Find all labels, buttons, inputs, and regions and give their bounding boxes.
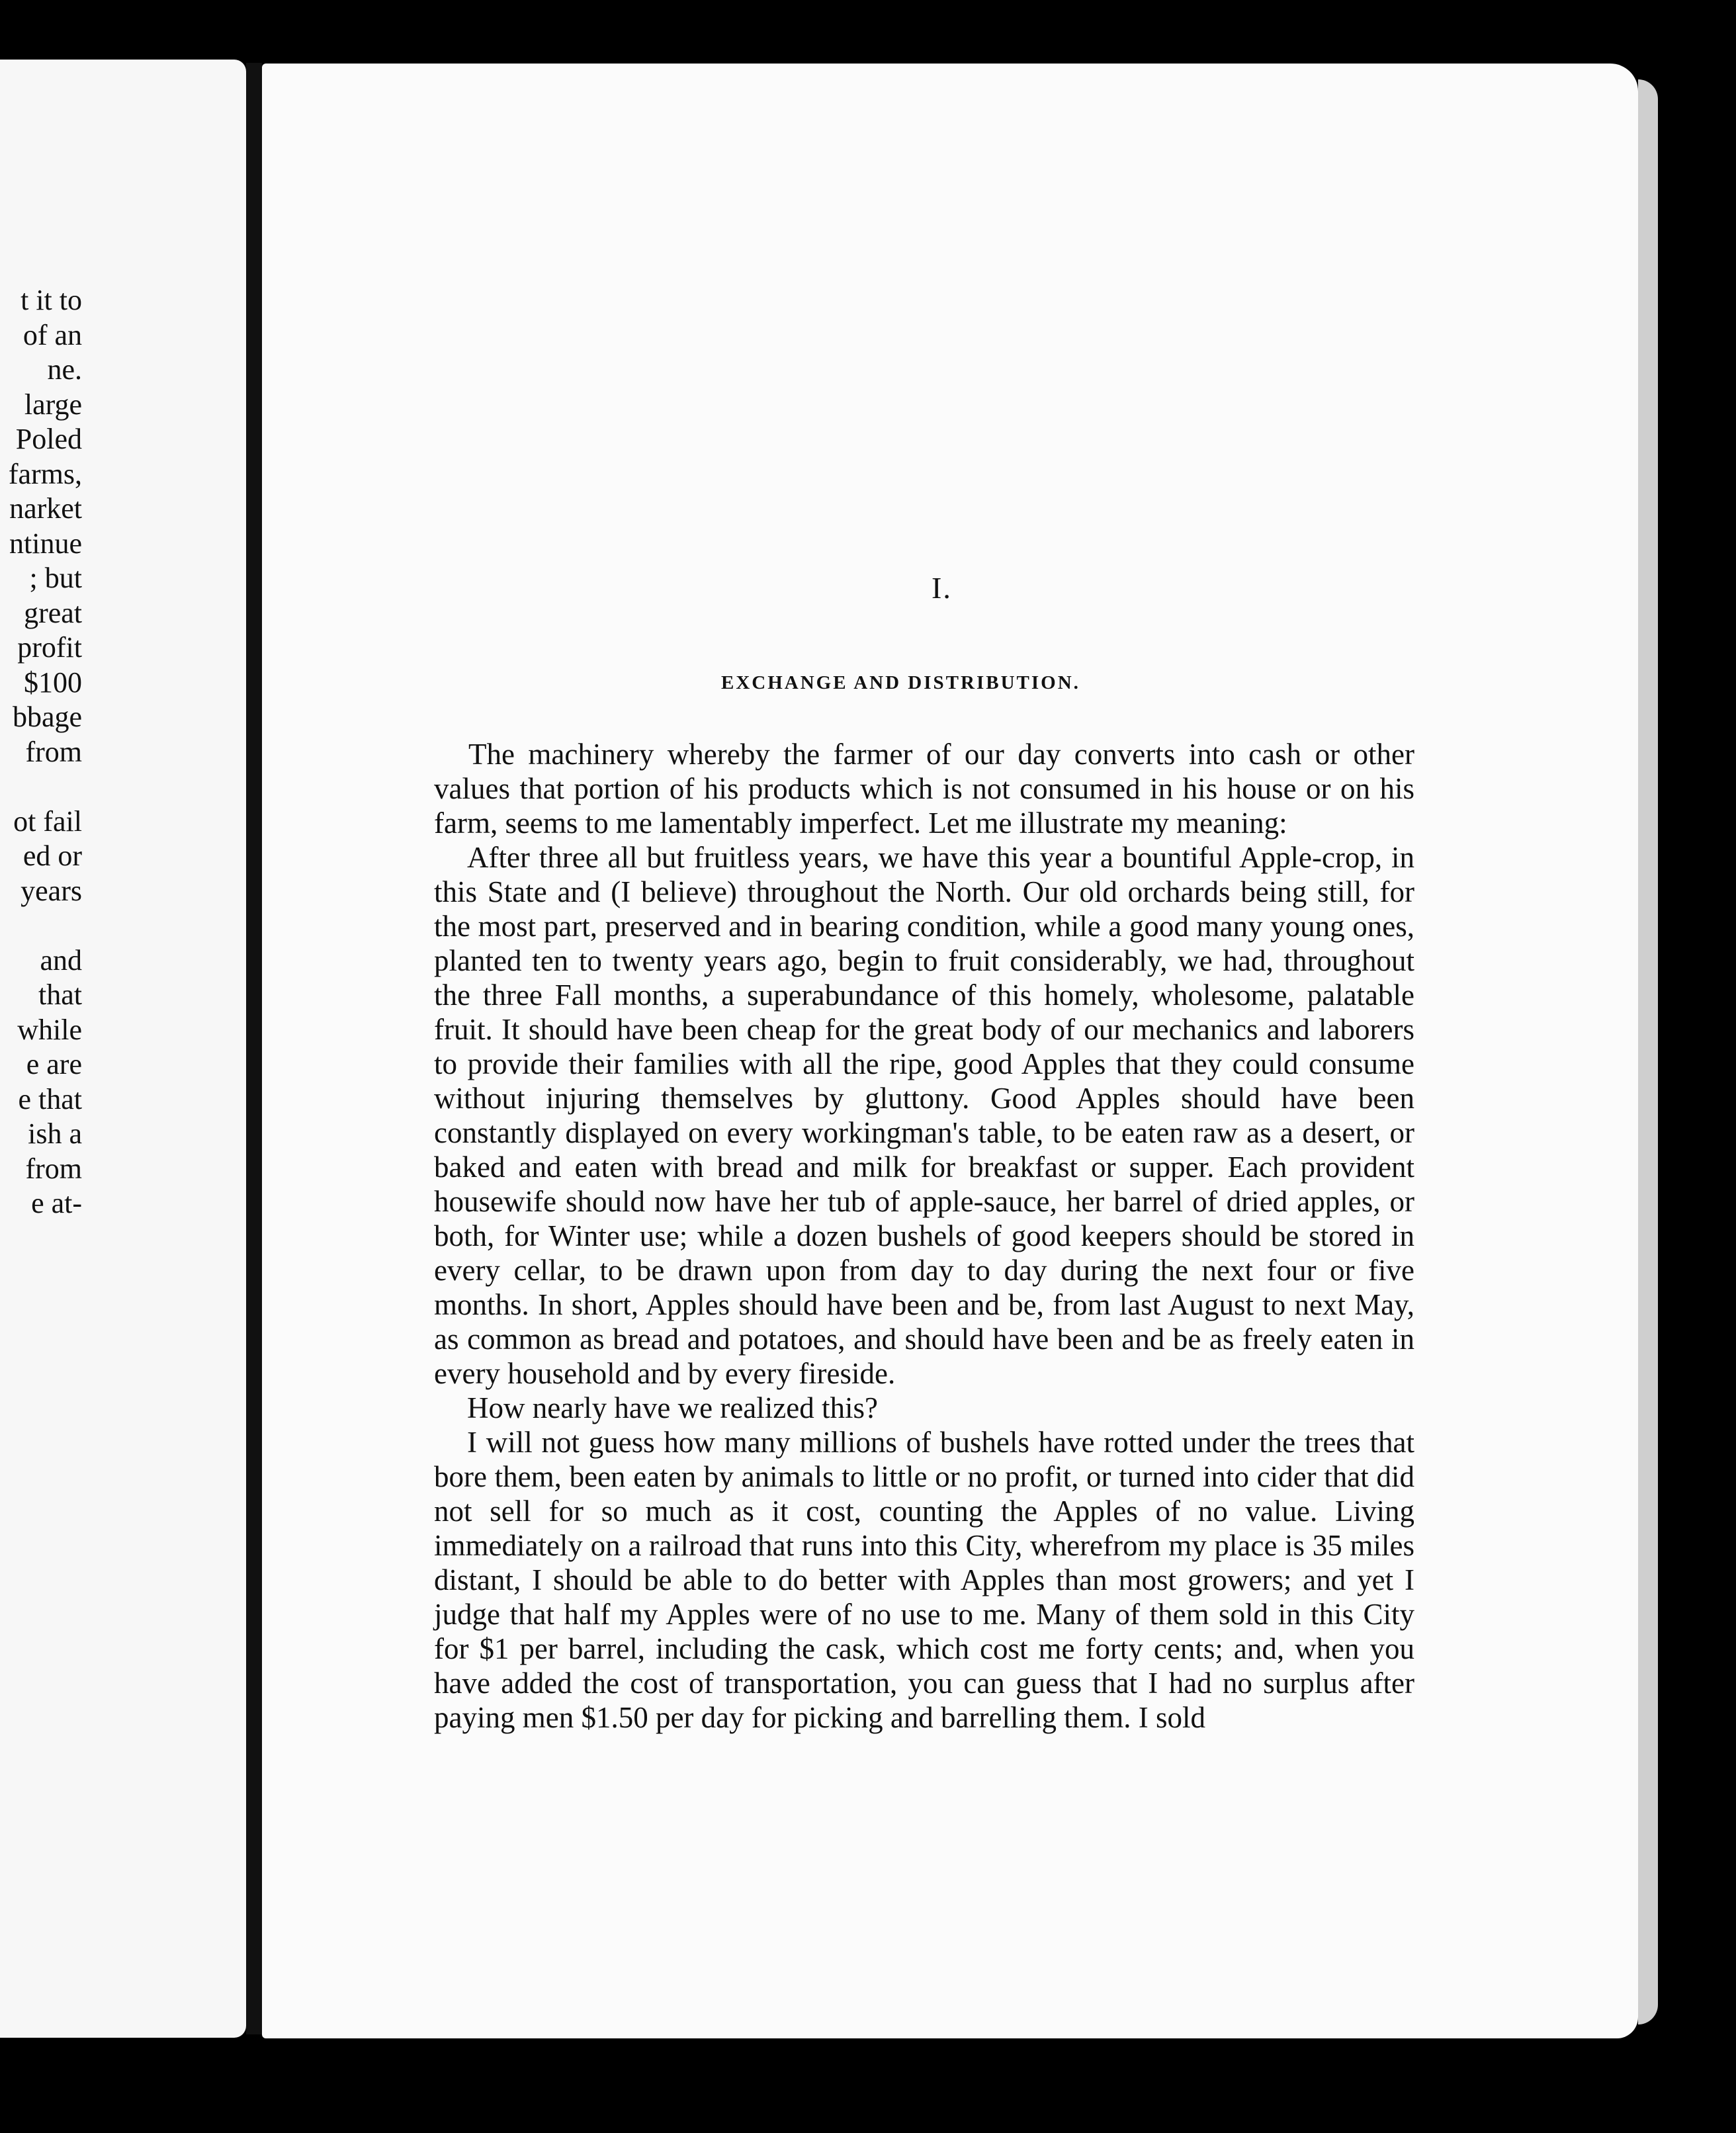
left-page-line: Poled — [15, 423, 82, 455]
paragraph: How nearly have we realized this? — [467, 1391, 878, 1424]
left-page-line: e that — [18, 1082, 82, 1115]
paragraph: The machinery whereby the farmer of our day converts into cash or other values that portion of his products which is not consumed in his house or on his farm, seems to me lamentably imperfect. Let me illustrate my meaning: — [434, 738, 1414, 840]
left-page-line: profit — [17, 631, 82, 664]
left-page-line: from — [25, 735, 82, 768]
page-edge — [1638, 79, 1658, 2024]
left-page-line: ; but — [29, 562, 82, 594]
paragraph: I will not guess how many millions of bushels have rotted under the trees that bore them, been eaten by animals to little or no profit, or turned into cider that did not sell for so much as it cost, counting the Apples of no value. Living immediately on a railroad that runs into this City, wherefrom my place is 35 miles distant, I should be able to do better with Apples than most growers; and yet I judge that half my Apples were of no use to me. Many of them sold in this City for $1 per barrel, including the cask, which cost me forty cents; and, when you have added the cost of transportation, you can guess that I had no surplus after paying men $1.50 per day for picking and barrelling them. I sold — [434, 1426, 1414, 1734]
left-page-line: ntinue — [9, 527, 82, 560]
left-page-line: from — [25, 1152, 82, 1185]
left-page-line: farms, — [8, 457, 82, 490]
left-page-line: while — [17, 1013, 82, 1046]
left-page-line: narket — [9, 492, 82, 525]
left-page-line: $100 — [24, 666, 82, 699]
paragraph: After three all but fruitless years, we have this year a bountiful Apple-crop, in this State and (I believe) throughout the North. Our old orchards being still, for the most part, preserved and in bearing condition, while a good many young ones, planted ten to twenty years ago, begin to fruit considerably, we had, throughout the three Fall months, a superabundance of this homely, wholesome, palatable fruit. It should have been cheap for the great body of our mechanics and laborers to provide their families with all the ripe, good Apples that they could consume without injuring themselves by gluttony. Good Apples should have been constantly displayed on every workingman's table, to be eaten raw as a desert, or baked and eaten with bread and milk for breakfast or supper. Each provident housewife should now have her tub of apple-sauce, her barrel of dried apples, or both, for Winter use; while a dozen bushels of good keepers should be stored in every cellar, to be drawn upon from day to day during the next four or five months. In short, Apples should have been and be, from last August to next May, as common as bread and potatoes, and should have been and be as freely eaten in every household and by every fireside. — [434, 841, 1414, 1390]
body-text — [434, 737, 1414, 1735]
left-page-line: that — [38, 979, 82, 1011]
left-page-line: large — [24, 388, 82, 421]
left-page — [0, 60, 246, 2038]
left-page-line: ish a — [28, 1117, 82, 1150]
left-page-line: ed or — [22, 840, 82, 872]
left-page-line: great — [24, 596, 82, 629]
section-numeral: I. — [932, 571, 952, 605]
left-page-line: t it to — [21, 284, 82, 316]
left-page-line: of an — [22, 318, 82, 351]
left-page-line: and — [40, 943, 82, 977]
left-page-line: e are — [26, 1048, 82, 1080]
book-gutter — [246, 63, 262, 2034]
left-page-line: ne. — [47, 353, 82, 386]
left-page-line: e at- — [31, 1187, 82, 1219]
left-page-line: years — [21, 874, 82, 907]
section-title: EXCHANGE AND DISTRIBUTION. — [721, 672, 1080, 693]
left-page-line: ot fail — [13, 805, 82, 838]
left-page-line: bbage — [12, 701, 82, 733]
